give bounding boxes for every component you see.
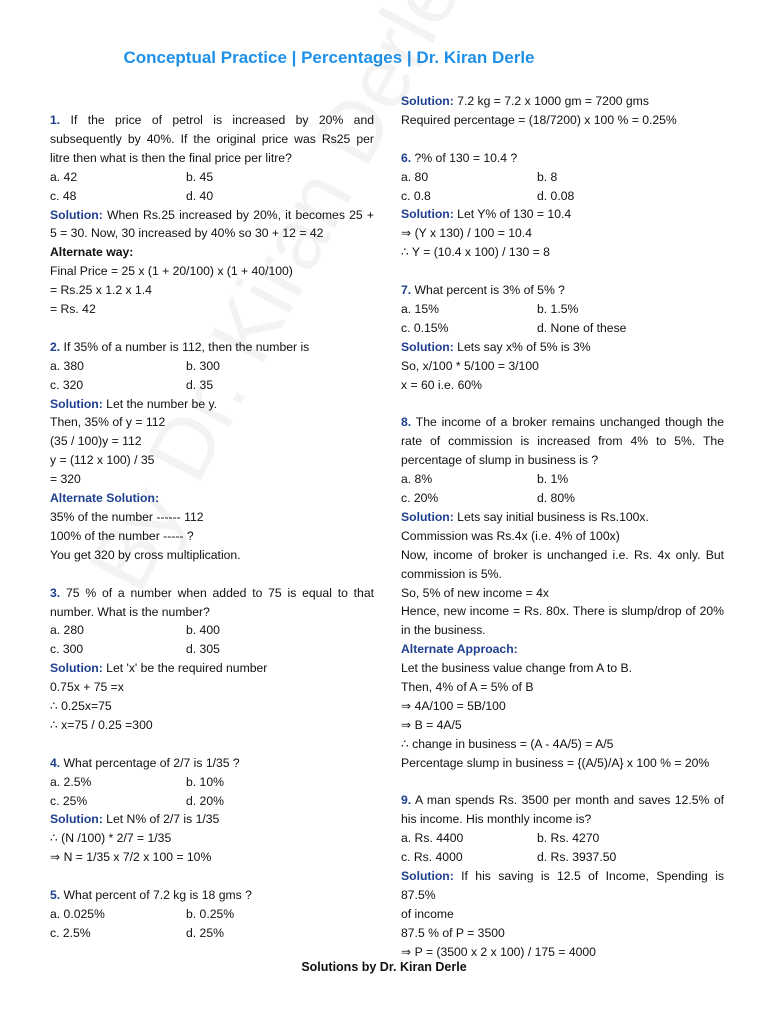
option-c: c. 320 — [50, 377, 84, 392]
option-c: c. 48 — [50, 188, 77, 203]
option-b: b. 300 — [186, 358, 220, 373]
question-number: 1. — [50, 113, 61, 127]
solution-label: Solution: — [401, 339, 454, 354]
solution-label: Solution: — [401, 207, 454, 222]
question-3-line: 3. 75 % of a number when added to 75 is equal to that — [50, 585, 374, 600]
solution-line: Hence, new income = Rs. 80x. There is slump/drop of 20% — [401, 604, 724, 619]
question-number: 3. — [50, 585, 61, 600]
question-number: 5. — [50, 888, 61, 903]
options-row — [50, 168, 374, 187]
solution-line: ∴ (N /100) * 2/7 = 1/35 — [50, 831, 172, 846]
option-c: c. 20% — [401, 490, 439, 505]
solution-line: Then, 35% of y = 112 — [50, 415, 166, 430]
option-d: d. 20% — [186, 793, 224, 808]
solution-line: 0.75x + 75 =x — [50, 680, 124, 695]
option-b: b. 45 — [186, 169, 214, 184]
option-b: b. 1% — [537, 472, 569, 487]
option-a: a. 8% — [401, 472, 433, 487]
option-a: a. 42 — [50, 169, 78, 184]
left-column — [50, 111, 374, 943]
option-b: b. 1.5% — [537, 301, 579, 316]
solution-line: Solution: Let N% of 2/7 is 1/35 — [50, 812, 220, 827]
option-d: d. 25% — [186, 925, 224, 940]
question-1-line: litre then what is then the final price per litre? — [50, 150, 292, 165]
solution-label: Solution: — [50, 396, 103, 411]
question-8-line: rate of commission is increased from 4% to 5%. The — [401, 434, 724, 449]
solution-label: Solution: — [50, 812, 103, 827]
question-9-line: his income. His monthly income is? — [401, 812, 592, 827]
question-number: 9. — [401, 793, 412, 808]
solution-line: ⇒ N = 1/35 x 7/2 x 100 = 10% — [50, 850, 212, 865]
options-row — [50, 357, 374, 376]
solution-line: Now, income of broker is unchanged i.e. Rs. 4x only. But — [401, 547, 724, 562]
solution-line: y = (112 x 100) / 35 — [50, 453, 155, 468]
options-row — [401, 470, 724, 489]
options-row — [401, 319, 724, 338]
solution-line: 100% of the number ----- ? — [50, 528, 194, 543]
question-5-line: 5. What percent of 7.2 kg is 18 gms ? — [50, 888, 252, 903]
option-a: a. 15% — [401, 301, 439, 316]
solution-line: Percentage slump in business = {(A/5)/A} x 100 % = 20% — [401, 755, 710, 770]
solution-line: ⇒ B = 4A/5 — [401, 717, 462, 732]
options-row — [50, 924, 374, 943]
option-d: d. Rs. 3937.50 — [537, 850, 617, 865]
option-a: a. Rs. 4400 — [401, 831, 464, 846]
question-4-line: 4. What percentage of 2/7 is 1/35 ? — [50, 755, 240, 770]
footer-credit: Solutions by Dr. Kiran Derle — [301, 960, 467, 974]
solution-line: Commission was Rs.4x (i.e. 4% of 100x) — [401, 528, 620, 543]
question-7-line: 7. What percent is 3% of 5% ? — [401, 283, 565, 298]
solution-line: = Rs. 42 — [50, 302, 96, 317]
options-row — [401, 187, 724, 206]
solution-line: ⇒ (Y x 130) / 100 = 10.4 — [401, 226, 532, 241]
solution-line: in the business. — [401, 623, 486, 638]
options-row — [401, 829, 724, 848]
options-row — [401, 168, 724, 187]
question-number: 7. — [401, 283, 412, 298]
options-row — [401, 300, 724, 319]
solution-line: Solution: If his saving is 12.5 of Income, Spending is 87.5% — [401, 869, 724, 902]
solution-line: x = 60 i.e. 60% — [401, 377, 482, 392]
option-c: c. 0.8 — [401, 188, 431, 203]
question-number: 4. — [50, 755, 61, 770]
solution-line: Solution: Lets say x% of 5% is 3% — [401, 339, 591, 354]
option-b: b. 400 — [186, 623, 220, 638]
option-a: a. 380 — [50, 358, 84, 373]
option-d: d. 305 — [186, 642, 220, 657]
question-2-line: 2. If 35% of a number is 112, then the number is — [50, 339, 310, 354]
solution-line: Solution: Let 'x' be the required number — [50, 661, 268, 676]
solution-line: Then, 4% of A = 5% of B — [401, 680, 534, 695]
solution-line: Required percentage = (18/7200) x 100 % = 0.25% — [401, 112, 677, 127]
option-a: a. 0.025% — [50, 907, 105, 921]
solution-line: 35% of the number ------ 112 — [50, 510, 204, 525]
question-8-line: 8. The income of a broker remains unchanged though the — [401, 415, 724, 430]
solution-label: Solution: — [401, 509, 454, 524]
option-a: a. 80 — [401, 169, 429, 184]
solution-line: 87.5 % of P = 3500 — [401, 925, 505, 940]
solution-line: = Rs.25 x 1.2 x 1.4 — [50, 283, 152, 298]
options-row — [50, 376, 374, 395]
options-row — [401, 489, 724, 508]
alternate-label: Alternate Solution: — [50, 491, 160, 506]
solution-line: commission is 5%. — [401, 566, 502, 581]
option-d: d. 80% — [537, 490, 575, 505]
option-b: b. 10% — [186, 774, 224, 789]
option-d: d. 35 — [186, 377, 214, 392]
solution-line: Let the business value change from A to B. — [401, 661, 633, 676]
option-d: d. 0.08 — [537, 188, 575, 203]
solution-line: Solution: Let the number be y. — [50, 396, 218, 411]
options-row — [401, 848, 724, 867]
solution-line: 5 = 30. Now, 30 increased by 40% so 30 + 12 = 42 — [50, 226, 324, 241]
option-c: c. 300 — [50, 642, 84, 657]
question-1-line: subsequently by 40%. If the original price was Rs25 per — [50, 131, 374, 146]
option-c: c. 25% — [50, 793, 88, 808]
solution-line: So, x/100 * 5/100 = 3/100 — [401, 358, 539, 373]
option-b: b. 0.25% — [186, 907, 235, 921]
option-c: c. 2.5% — [50, 925, 91, 940]
solution-line: ∴ x=75 / 0.25 =300 — [50, 717, 153, 732]
question-9-line: 9. A man spends Rs. 3500 per month and saves 12.5% of — [401, 793, 724, 808]
solution-line: (35 / 100)y = 112 — [50, 434, 142, 449]
question-8-line: percentage of slump in business is ? — [401, 453, 599, 468]
solution-line: ⇒ 4A/100 = 5B/100 — [401, 698, 506, 713]
solution-label: Solution: — [50, 207, 103, 222]
options-row — [50, 187, 374, 206]
option-c: c. Rs. 4000 — [401, 850, 463, 865]
solution-line: of income — [401, 906, 454, 921]
option-d: d. 40 — [186, 188, 214, 203]
solution-line: ⇒ P = (3500 x 2 x 100) / 175 = 4000 — [401, 944, 596, 959]
question-number: 8. — [401, 415, 412, 430]
solution-label: Solution: — [401, 94, 454, 108]
question-1-line: 1. If the price of petrol is increased by 20% and — [50, 113, 374, 127]
right-column — [401, 92, 724, 962]
solution-line: Solution: Let Y% of 130 = 10.4 — [401, 207, 572, 222]
alternate-label: Alternate way: — [50, 245, 134, 260]
options-row — [50, 792, 374, 811]
options-row — [50, 640, 374, 659]
option-b: b. Rs. 4270 — [537, 831, 600, 846]
question-number: 2. — [50, 339, 61, 354]
option-c: c. 0.15% — [401, 320, 449, 335]
solution-line: Solution: Lets say initial business is Rs.100x. — [401, 509, 649, 524]
solution-line: ∴ 0.25x=75 — [50, 699, 112, 714]
option-b: b. 8 — [537, 169, 558, 184]
option-a: a. 2.5% — [50, 774, 92, 789]
options-row — [50, 621, 374, 640]
question-number: 6. — [401, 150, 412, 165]
page-title: Conceptual Practice | Percentages | Dr. Kiran Derle — [123, 48, 535, 67]
solution-label: Solution: — [401, 869, 454, 884]
option-d: d. None of these — [537, 320, 627, 335]
solution-line: = 320 — [50, 472, 81, 487]
solution-line: You get 320 by cross multiplication. — [50, 547, 241, 562]
solution-line: Solution: When Rs.25 increased by 20%, it becomes 25 + — [50, 207, 374, 222]
solution-line: So, 5% of new income = 4x — [401, 585, 550, 600]
options-row — [50, 773, 374, 792]
question-3-line: number. What is the number? — [50, 604, 210, 619]
solution-line: Final Price = 25 x (1 + 20/100) x (1 + 40/100) — [50, 264, 293, 279]
options-row — [50, 905, 374, 924]
question-6-line: 6. ?% of 130 = 10.4 ? — [401, 150, 518, 165]
option-a: a. 280 — [50, 623, 84, 638]
solution-label: Solution: — [50, 661, 103, 676]
solution-line: ∴ Y = (10.4 x 100) / 130 = 8 — [401, 245, 550, 260]
solution-line: Solution: 7.2 kg = 7.2 x 1000 gm = 7200 gms — [401, 94, 649, 108]
solution-line: ∴ change in business = (A - 4A/5) = A/5 — [401, 736, 614, 751]
alternate-label: Alternate Approach: — [401, 642, 518, 657]
